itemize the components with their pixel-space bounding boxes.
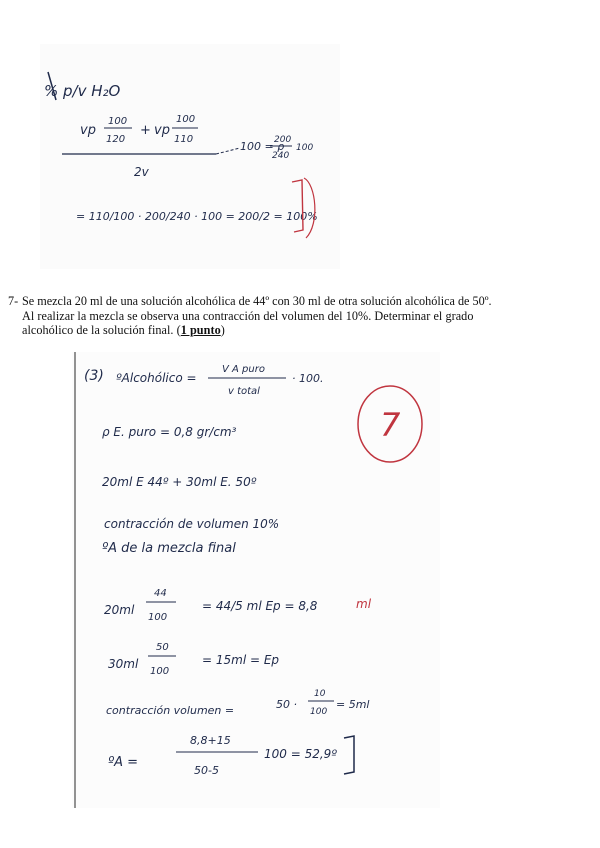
svg-text:20ml: 20ml [104, 603, 135, 617]
svg-text:100: 100 [108, 116, 128, 127]
svg-text:+: + [140, 123, 151, 138]
bottom-handwritten-work [72, 352, 440, 808]
problem-line-3: alcohólico de la solución final. (1 punto) [22, 323, 225, 338]
svg-text:100 = 52,9º: 100 = 52,9º [264, 747, 337, 761]
svg-text:contracción de volumen 10%: contracción de volumen 10% [104, 517, 280, 531]
svg-text:50-5: 50-5 [194, 764, 219, 777]
svg-text:= 5ml: = 5ml [336, 698, 370, 711]
svg-text:= 44/5 ml Ep = 8,8: = 44/5 ml Ep = 8,8 [202, 599, 318, 613]
problem-number: 7- [8, 294, 19, 308]
svg-text:V A puro: V A puro [222, 364, 265, 375]
svg-text:2v: 2v [134, 165, 149, 179]
svg-text:100: 100 [176, 114, 196, 125]
svg-text:50 ·: 50 · [276, 698, 297, 711]
grade-mark: 7 [380, 406, 401, 444]
svg-text:20ml E 44º + 30ml E. 50º: 20ml E 44º + 30ml E. 50º [102, 475, 257, 489]
hw-question-mark: (3) [84, 368, 104, 384]
points-label: 1 punto [180, 323, 221, 338]
svg-text:100: 100 [296, 143, 314, 153]
svg-text:v total: v total [228, 386, 260, 397]
svg-text:10: 10 [314, 689, 326, 699]
svg-text:= 15ml = Ep: = 15ml = Ep [202, 653, 280, 667]
hw-result: = 110/100 · 200/240 · 100 = 200/2 = 100% [76, 210, 318, 223]
problem-line-2: Al realizar la mezcla se observa una contracción del volumen del 10%. Determinar el grado [22, 308, 474, 323]
problem-statement [8, 294, 528, 338]
svg-text:200: 200 [274, 135, 292, 145]
problem-line-1: Se mezcla 20 ml de una solución alcohólica de 44º con 30 ml de otra solución alcohólica de 50º. [22, 294, 492, 308]
svg-text:30ml: 30ml [108, 657, 139, 671]
svg-text:contracción volumen =: contracción volumen = [106, 704, 235, 717]
svg-text:120: 120 [106, 134, 126, 145]
svg-text:50: 50 [156, 642, 169, 653]
svg-text:ºA de la mezcla final: ºA de la mezcla final [102, 541, 236, 556]
svg-text:100: 100 [150, 666, 170, 677]
svg-text:ºA =: ºA = [108, 755, 139, 770]
svg-text:· 100.: · 100. [292, 372, 324, 385]
svg-text:vp: vp [80, 123, 96, 138]
svg-text:100 = ρ: 100 = ρ [240, 140, 285, 153]
svg-text:ρ E. puro = 0,8 gr/cm³: ρ E. puro = 0,8 gr/cm³ [102, 425, 237, 439]
svg-text:ml: ml [356, 597, 372, 611]
svg-text:8,8+15: 8,8+15 [190, 734, 231, 747]
svg-text:44: 44 [154, 588, 167, 599]
svg-text:vp: vp [154, 123, 170, 138]
svg-text:110: 110 [174, 134, 194, 145]
svg-text:240: 240 [272, 151, 290, 161]
svg-text:100: 100 [148, 612, 168, 623]
svg-text:ºAlcohólico =: ºAlcohólico = [116, 371, 197, 385]
top-handwritten-work [40, 44, 340, 269]
svg-text:100: 100 [310, 707, 328, 717]
hw-line1: % p/v H₂O [44, 82, 121, 100]
